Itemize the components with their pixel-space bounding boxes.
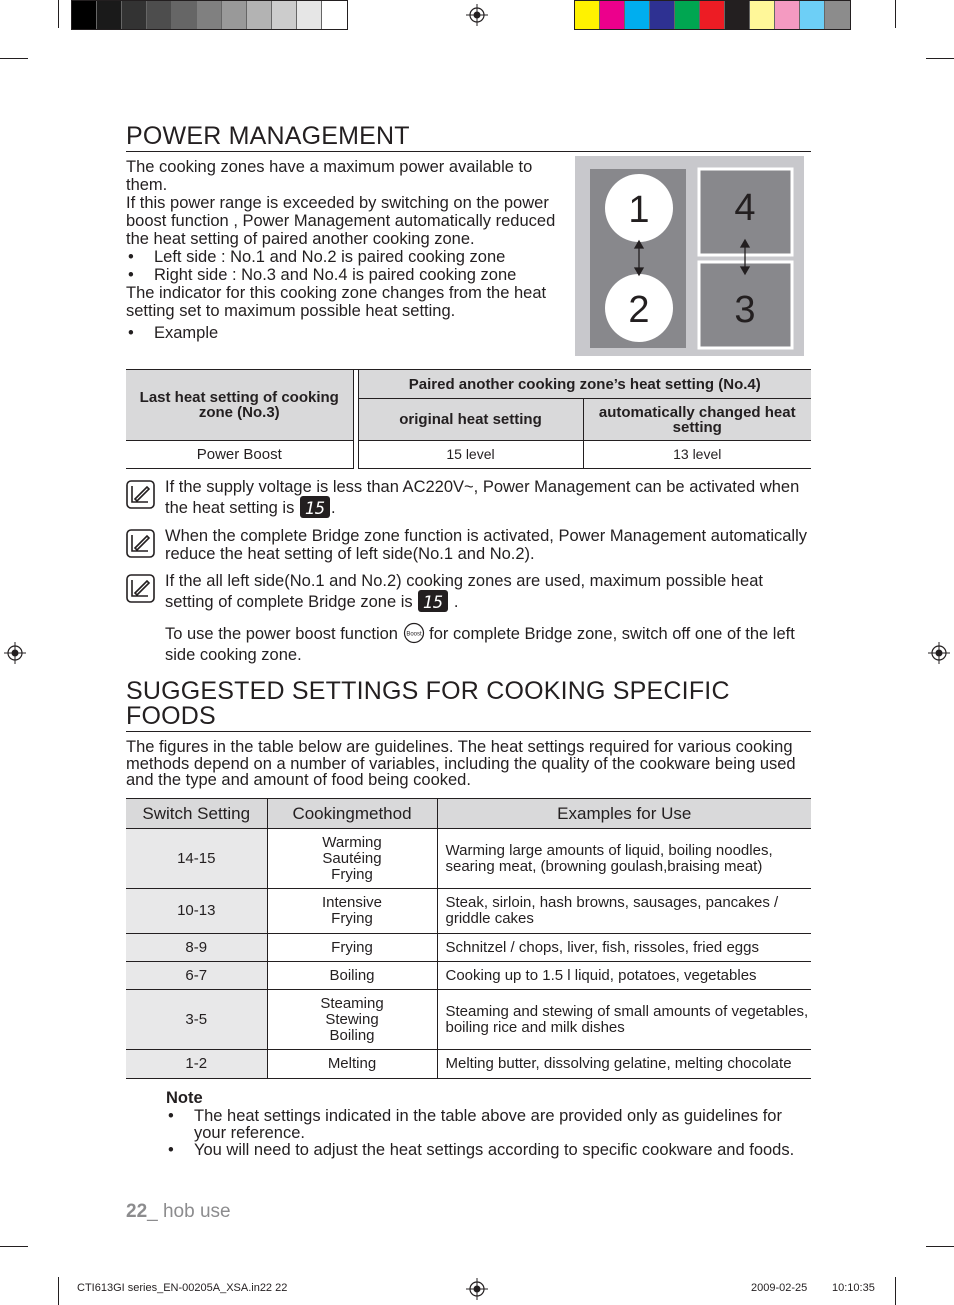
note-bullet: • You will need to adjust the heat settings according to specific cookware and foods. (166, 1142, 811, 1159)
col-header-last-setting: Last heat setting of cooking zone (No.3) (126, 370, 353, 441)
cooking-settings-table (126, 798, 811, 1079)
page-footer (126, 1201, 811, 1223)
note-text: To use the power boost function (165, 625, 398, 643)
method-line: Steaming (320, 994, 384, 1012)
cell-examples: Steak, sirloin, hash browns, sausages, pancakes / griddle cakes (437, 889, 811, 934)
cell-examples: Melting butter, dissolving gelatine, melting chocolate (437, 1050, 811, 1079)
paragraph: The cooking zones have a maximum power available to them. (126, 158, 533, 194)
color-swatch (625, 1, 650, 29)
table-row (126, 934, 811, 962)
method-line: Frying (331, 938, 373, 956)
color-swatch (800, 1, 825, 29)
note-pencil-icon (126, 529, 155, 558)
cell-examples: Schnitzel / chops, liver, fish, rissoles, fried eggs (437, 934, 811, 962)
method-line: Intensive (321, 894, 383, 911)
note-item (126, 478, 811, 518)
note-text: When the complete Bridge zone function is activated, Power Management automatically reduce the heat setting of left side(No.1 and No.2). (165, 527, 808, 563)
table-note (126, 1088, 811, 1159)
method-line: Frying (331, 910, 373, 927)
color-swatch (222, 1, 247, 29)
boost-button-icon (403, 622, 425, 644)
display-digits: 15 (422, 593, 444, 612)
color-swatch (650, 1, 675, 29)
heat-display-icon (418, 590, 448, 612)
cell-method (267, 1050, 437, 1079)
section-title-line: SUGGESTED SETTINGS FOR COOKING SPECIFIC (126, 677, 730, 705)
suggested-settings-section (126, 679, 811, 789)
registration-mark-icon (4, 642, 26, 664)
cell-method (267, 829, 437, 889)
cell-examples: Cooking up to 1.5 l liquid, potatoes, vegetables (437, 962, 811, 990)
cell-examples: Warming large amounts of liquid, boiling noodles, searing meat, (browning goulash,braising meat) (437, 829, 811, 889)
heat-display-icon (300, 496, 330, 518)
note-text: . (453, 593, 459, 611)
section-title-line: FOODS (126, 702, 216, 730)
cell-last-setting: Power Boost (126, 441, 353, 469)
crop-mark (895, 0, 896, 28)
table-row (126, 829, 811, 889)
page-section: _ hob use (147, 1201, 231, 1222)
display-digits: 15 (304, 499, 326, 518)
cell-setting: 8-9 (126, 934, 267, 962)
note-text: . (330, 499, 336, 517)
crop-mark (895, 1277, 896, 1305)
zone-1-label: 1 (628, 189, 650, 231)
color-swatch (97, 1, 122, 29)
table-row (126, 962, 811, 990)
bullet-item: • Example (126, 324, 566, 342)
cell-setting: 1-2 (126, 1050, 267, 1079)
note-text: for complete Bridge zone, switch off one of the left side cooking zone. (165, 625, 795, 664)
cell-setting: 6-7 (126, 962, 267, 990)
table-row (126, 889, 811, 934)
color-swatch (575, 1, 600, 29)
sub-header-original: original heat setting (358, 399, 583, 441)
cell-original-setting: 15 level (358, 441, 583, 469)
cmyk-color-bar (574, 0, 851, 30)
crop-mark (926, 58, 954, 59)
color-swatch (272, 1, 297, 29)
color-swatch (172, 1, 197, 29)
crop-mark (926, 1246, 954, 1247)
registration-mark-icon (466, 4, 488, 26)
note-bullet: • The heat settings indicated in the table above are provided only as guidelines for your reference. (166, 1108, 811, 1142)
method-line: Melting (327, 1055, 377, 1072)
cell-setting: 14-15 (126, 829, 267, 889)
note-item (126, 572, 811, 612)
zone-3-label: 3 (734, 289, 756, 331)
notes-block (126, 478, 811, 666)
method-line: Warming (322, 833, 382, 851)
cell-changed-setting: 13 level (583, 441, 811, 469)
registration-mark-icon (466, 1278, 488, 1300)
cell-method (267, 962, 437, 990)
note-item (126, 527, 811, 563)
color-swatch (72, 1, 97, 29)
section-title: POWER MANAGEMENT (126, 124, 811, 152)
sub-header-changed: automatically changed heat setting (583, 399, 811, 441)
table-row (126, 1050, 811, 1079)
note-title: Note (166, 1089, 203, 1107)
cooking-zone-diagram (575, 156, 804, 356)
section-title (126, 679, 811, 732)
print-date: 2009-02-25 (751, 1282, 808, 1294)
boost-label: Boost (405, 631, 422, 638)
cell-setting: 10-13 (126, 889, 267, 934)
method-line: Sautéing (322, 849, 382, 867)
crop-mark (0, 1246, 28, 1247)
color-swatch (197, 1, 222, 29)
bullet-item: • Left side : No.1 and No.2 is paired cooking zone (126, 248, 566, 266)
col-header-switch: Switch Setting (126, 799, 267, 829)
file-info: CTI613GI series_EN-00205A_XSA.in22 22 (77, 1282, 288, 1294)
table-row (126, 990, 811, 1050)
grayscale-color-bar (71, 0, 348, 30)
power-management-text (126, 158, 566, 342)
zone-4-label: 4 (734, 187, 756, 229)
note-text: If the supply voltage is less than AC220V~, Power Management can be activated when the heat setting is (165, 478, 800, 517)
paired-heat-table (126, 369, 811, 469)
method-line: Frying (331, 865, 373, 883)
crop-mark (0, 58, 28, 59)
cell-method (267, 934, 437, 962)
color-swatch (297, 1, 322, 29)
note-text: If the all left side(No.1 and No.2) cooking zones are used, maximum possible heat setting of complete Bridge zone is (165, 572, 763, 611)
color-swatch (700, 1, 725, 29)
registration-mark-icon (928, 642, 950, 664)
group-header-paired: Paired another cooking zone’s heat setting (No.4) (358, 370, 811, 399)
paragraph: The indicator for this cooking zone changes from the heat setting set to maximum possible heat setting. (126, 284, 547, 320)
color-swatch (725, 1, 750, 29)
col-header-method: Cookingmethod (267, 799, 437, 829)
zone-2-label: 2 (628, 289, 650, 331)
cell-examples: Steaming and stewing of small amounts of vegetables, boiling rice and milk dishes (437, 990, 811, 1050)
color-swatch (675, 1, 700, 29)
print-time: 10:10:35 (832, 1282, 875, 1294)
paragraph: If this power range is exceeded by switching on the power boost function , Power Management automatically reduced the heat setting of paired another cooking zone. (126, 194, 556, 248)
bullet-item: • Right side : No.3 and No.4 is paired cooking zone (126, 266, 566, 284)
note-item (126, 622, 811, 666)
color-swatch (322, 1, 347, 29)
color-swatch (775, 1, 800, 29)
cell-method (267, 889, 437, 934)
method-line: Stewing (325, 1010, 379, 1028)
color-swatch (247, 1, 272, 29)
cell-setting: 3-5 (126, 990, 267, 1050)
method-line: Boiling (329, 1026, 375, 1044)
cell-method (267, 990, 437, 1050)
crop-mark (58, 0, 59, 28)
crop-mark (58, 1277, 59, 1305)
note-pencil-icon (126, 574, 155, 603)
color-swatch (122, 1, 147, 29)
power-management-section (126, 124, 811, 152)
page-number: 22 (126, 1201, 148, 1222)
intro-paragraph: The figures in the table below are guidelines. The heat settings required for various cooking methods depend on a number of variables, including the quality of the cookware being used and the type and amount of food being cooked. (126, 738, 796, 789)
color-swatch (825, 1, 850, 29)
note-pencil-icon (126, 480, 155, 509)
color-swatch (147, 1, 172, 29)
color-swatch (600, 1, 625, 29)
color-swatch (750, 1, 775, 29)
method-line: Boiling (329, 966, 375, 984)
col-header-examples: Examples for Use (437, 799, 811, 829)
